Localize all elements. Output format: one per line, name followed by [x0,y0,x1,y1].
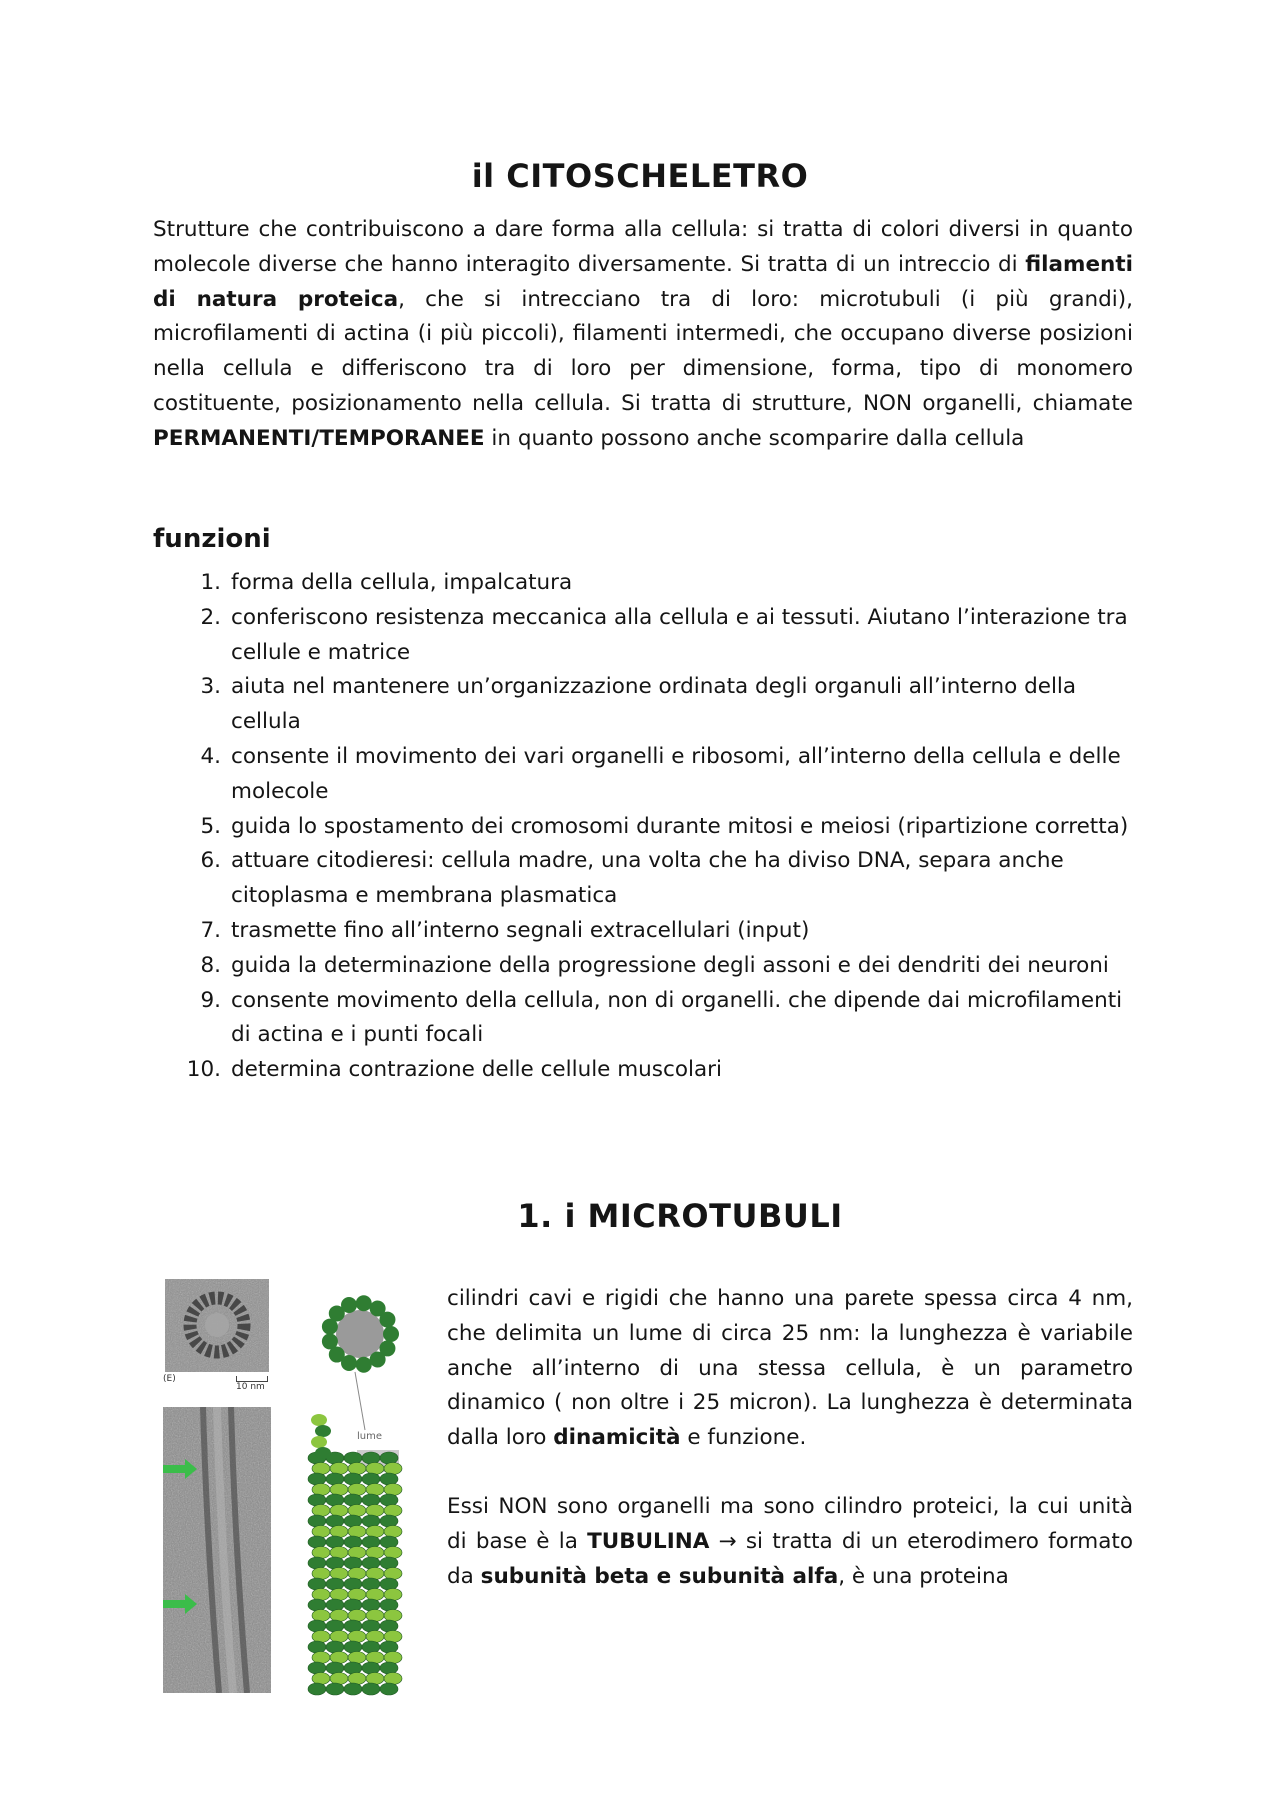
bold-tubulina: TUBULINA [587,1528,710,1554]
functions-heading: funzioni [153,524,271,554]
bold-permanenti: PERMANENTI/TEMPORANEE [153,425,485,451]
list-item: 9. consente movimento della cellula, non di organelli. che dipende dai microfilamenti di actina e i punti focali [200,987,1123,1048]
lumen-label: lume [357,1431,383,1442]
list-item: 10. determina contrazione delle cellule muscolari [186,1057,722,1083]
page-title: il CITOSCHELETRO [471,157,809,195]
cross-section-ring [322,1295,399,1373]
microtubule-structure-diagram [305,1290,415,1702]
scale-bar-label: 10 nm [236,1382,265,1392]
em-cross-section-image [165,1279,269,1372]
scale-bar-area [163,1372,273,1402]
microtubule-ring-image [165,1279,269,1372]
bold-dinamicita: dinamicità [553,1425,681,1451]
bold-filamenti: filamenti di natura proteica [153,251,1133,312]
panel-label: (E) [163,1374,176,1384]
em-longitudinal-image [163,1407,271,1693]
list-item: 4. consente il movimento dei vari organelli e ribosomi, all’interno della cellula e delle molecole [200,743,1121,804]
microtubuli-paragraph-2: Essi NON sono organelli ma sono cilindro proteici, la cui unità di base è la TUBULINA → si tratta di un eterodimero formato da subunità beta e subunità alfa, è una proteina [447,1494,1133,1589]
functions-list [185,566,1145,1088]
list-item: 6. attuare citodieresi: cellula madre, una volta che ha diviso DNA, separa anche citoplasma e membrana plasmatica [200,848,1064,909]
microtubuli-paragraph-1: cilindri cavi e rigidi che hanno una parete spessa circa 4 nm, che delimita un lume di circa 25 nm: la lunghezza è variabile anche all’interno di una stessa cellula, è un parametro dinamico ( non oltre i 25 micron). La lunghezza è determinata dalla loro dinamicità e funzione. [447,1286,1133,1451]
intro-paragraph: Strutture che contribuiscono a dare forma alla cellula: si tratta di colori diversi in quanto molecole diverse che hanno interagito diversamente. Si tratta di un intreccio di filamenti di natura proteica, che si intrecciano tra di loro: microtubuli (i più grandi), microfilamenti di actina (i più piccoli), filamenti intermedi, che occupano diverse posizioni nella cellula e differiscono tra di loro per dimensione, forma, tipo di monomero costituente, posizionamento nella cellula. Si tratta di strutture, NON organelli, chiamate PERMANENTI/TEMPORANEE in quanto possono anche scomparire dalla cellula [153,217,1133,451]
list-item: 3. aiuta nel mantenere un’organizzazione ordinata degli organuli all’interno della cellula [200,674,1077,735]
list-item: 7. trasmette fino all’interno segnali extracellulari (input) [200,917,810,943]
section-title-microtubuli: 1. i MICROTUBULI [517,1197,843,1235]
microtubule-cylinder [308,1414,402,1695]
list-item: 8. guida la determinazione della progressione degli assoni e dei dendriti dei neuroni [200,952,1109,978]
microtubule-diagram [305,1290,415,1702]
list-item: 2. conferiscono resistenza meccanica alla cellula e ai tessuti. Aiutano l’interazione tra cellule e matrice [200,604,1128,665]
bold-subunita: subunità beta e subunità alfa [480,1563,839,1589]
microtubule-longitudinal-image [163,1407,271,1693]
list-item: 5. guida lo spostamento dei cromosomi durante mitosi e meiosi (ripartizione corretta) [200,813,1129,839]
list-item: 1. forma della cellula, impalcatura [200,570,573,595]
